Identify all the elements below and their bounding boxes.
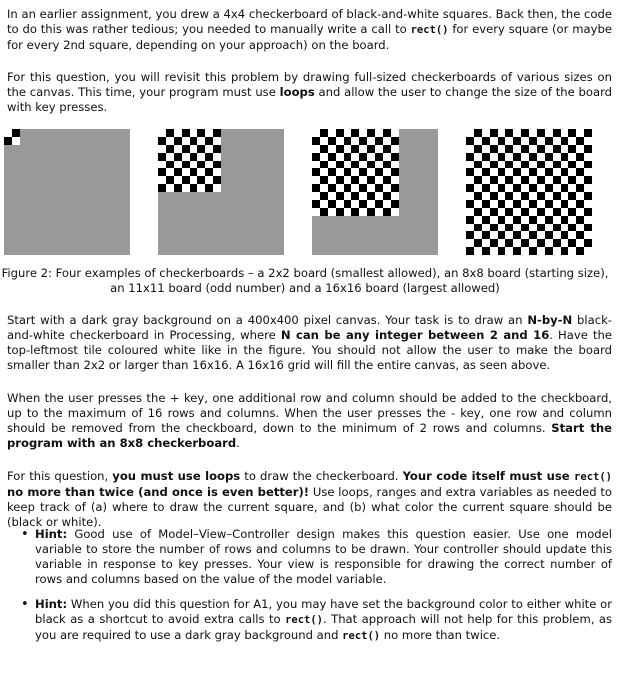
bullet-icon: •: [21, 527, 29, 542]
task-text: . Have the top-leftmost tile coloured white like in the figure. You should not allow the user to make the board smaller than 2x2 or larger than 16x16. A 16x16 grid will fill the entire canvas, as seen above.: [7, 328, 612, 372]
checkerboard-11x11: [312, 129, 438, 255]
keys-text: .: [236, 436, 240, 450]
rect-code: rect(): [285, 614, 323, 626]
task-text: black-and-white checkerboard in Processing, where: [7, 313, 612, 342]
checkerboard-2x2: [4, 129, 130, 255]
intro-text: For this question, you will revisit this problem by drawing full-sized checkerboards of various sizes on the canvas. This time, your program must use: [7, 70, 612, 99]
loops-text: Use loops, ranges and extra variables as needed to keep track of (a) where to draw the current square, and (b) what color the current square should be (black or white).: [7, 485, 612, 529]
caption-line-1: Figure 2: Four examples of checkerboards – a 2x2 board (smallest allowed), an 8x8 board (starting size),: [1, 266, 609, 280]
intro-text: for every square (or maybe for every 2nd square, depending on your approach) on the board.: [7, 22, 612, 52]
loops-text: For this question,: [7, 469, 113, 483]
loops-paragraph: [7, 469, 612, 530]
rect-code: rect(): [342, 630, 381, 642]
checker-square: [12, 137, 20, 145]
hint-text: Good use of Model–View–Controller design makes this question easier. Use one model variable to store the number of rows and columns to be drawn. Your controller should update this variable in response to key presses. Your view is responsible for drawing the correct number of rows and columns based on the value of the model variable.: [35, 527, 612, 586]
caption-line-2: an 11x11 board (odd number) and a 16x16 board (largest allowed): [110, 281, 500, 295]
task-paragraph: [7, 313, 612, 373]
loops-text: no more than twice (and once is even better)!: [7, 485, 310, 499]
hint-text: When you did this question for A1, you may have set the background color to either white or black as a shortcut to avoid extra calls to: [35, 597, 612, 626]
intro-paragraph-1: [7, 7, 612, 53]
intro-text: In an earlier assignment, you drew a 4x4 checkerboard of black-and-white squares. Back then, the code to do this was rather tedious; you needed to manually write a call to: [7, 7, 612, 36]
loops-emphasis: loops: [279, 85, 315, 99]
hint-background: [0, 597, 612, 644]
task-text: Start with a dark gray background on a 400x400 pixel canvas. Your task is to draw an: [7, 313, 528, 327]
loops-text: Your code itself must use: [402, 469, 575, 483]
hint-label: Hint:: [35, 597, 68, 611]
checker-square: [584, 247, 592, 255]
checkerboard-figure: [4, 129, 612, 255]
intro-text: and allow the user to change the size of the board with key presses.: [7, 85, 613, 114]
checker-square: [213, 184, 221, 192]
n-by-n-emphasis: N-by-N: [527, 313, 573, 327]
rect-code: rect(): [410, 24, 449, 36]
hints-list: [0, 527, 612, 654]
hint-mvc: [0, 527, 612, 587]
loops-text: to draw the checkerboard.: [240, 469, 403, 483]
must-use-loops-emphasis: you must use loops: [112, 469, 241, 483]
intro-paragraph-2: [7, 70, 612, 115]
n-range-emphasis: N can be any integer between 2 and 16: [280, 328, 550, 342]
keys-text: When the user presses the + key, one additional row and column should be added to the checkboard, up to the maximum of 16 rows and columns. When the user presses the - key, one row and column should be removed from the checkboard, down to the minimum of 2 rows and columns.: [7, 391, 612, 435]
hint-label: Hint:: [35, 527, 68, 541]
start-8x8-emphasis: Start the program with an 8x8 checkerboard: [7, 421, 613, 450]
figure-caption: [0, 266, 610, 296]
hint-text: . That approach will not help for this problem, as you are required to use a dark gray background and: [35, 612, 612, 642]
checkerboard-16x16: [466, 129, 592, 255]
checkerboard-8x8: [158, 129, 284, 255]
bullet-icon: •: [21, 597, 29, 612]
rect-code: rect(): [574, 471, 612, 483]
checker-square: [391, 208, 399, 216]
hint-text: no more than twice.: [380, 628, 501, 642]
keys-paragraph: [7, 391, 612, 451]
